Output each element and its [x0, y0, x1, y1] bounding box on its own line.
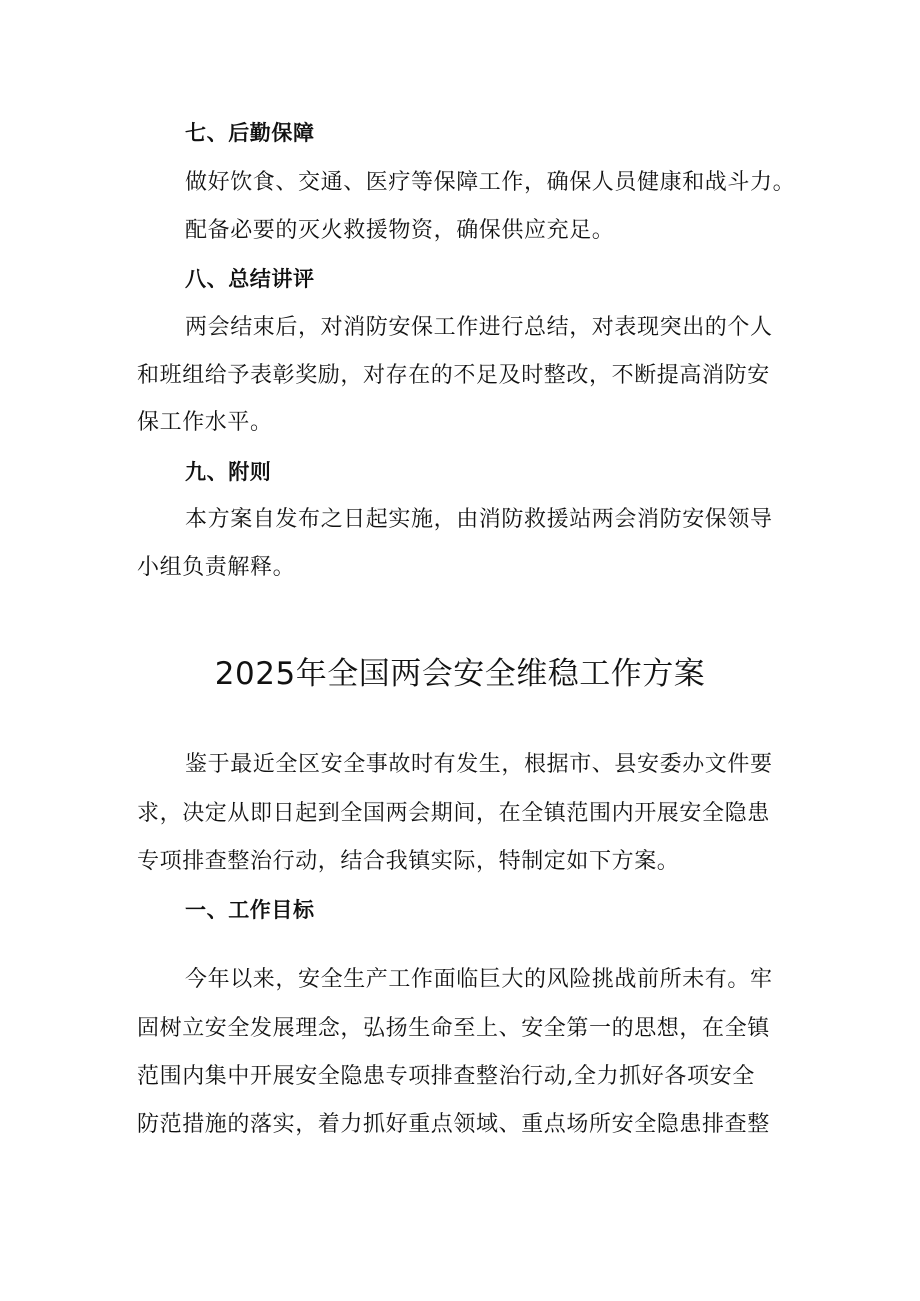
paragraph-line: 两会结束后，对消防安保工作进行总结，对表现突出的个人 — [185, 315, 773, 340]
section-heading-appendix: 九、附则 — [185, 460, 272, 484]
paragraph-line: 专项排查整治行动，结合我镇实际，特制定如下方案。 — [137, 849, 680, 874]
paragraph-line: 求，决定从即日起到全国两会期间，在全镇范围内开展安全隐患 — [137, 801, 770, 826]
paragraph-line: 今年以来，安全生产工作面临巨大的风险挑战前所未有。牢 — [185, 967, 773, 992]
section-heading-logistics: 七、后勤保障 — [185, 121, 315, 145]
paragraph-line: 和班组给予表彰奖励，对存在的不足及时整改，不断提高消防安 — [137, 363, 770, 388]
paragraph-line: 配备必要的灭火救援物资，确保供应充足。 — [185, 218, 615, 243]
paragraph-line: 保工作水平。 — [137, 410, 273, 435]
section-heading-goals: 一、工作目标 — [185, 898, 315, 922]
section-heading-summary: 八、总结讲评 — [185, 267, 315, 291]
paragraph-line: 固树立安全发展理念，弘扬生命至上、安全第一的思想，在全镇 — [137, 1016, 770, 1041]
document-title: 2025年全国两会安全维稳工作方案 — [214, 656, 706, 692]
paragraph-line: 小组负责解释。 — [137, 555, 296, 580]
paragraph-line: 鉴于最近全区安全事故时有发生，根据市、县安委办文件要 — [185, 752, 773, 777]
paragraph-line: 防范措施的落实，着力抓好重点领域、重点场所安全隐患排查整 — [137, 1112, 770, 1137]
paragraph-line: 范围内集中开展安全隐患专项排查整治行动,全力抓好各项安全 — [137, 1064, 755, 1089]
paragraph-line: 本方案自发布之日起实施，由消防救援站两会消防安保领导 — [185, 507, 773, 532]
paragraph-line: 做好饮食、交通、医疗等保障工作，确保人员健康和战斗力。 — [185, 170, 796, 195]
